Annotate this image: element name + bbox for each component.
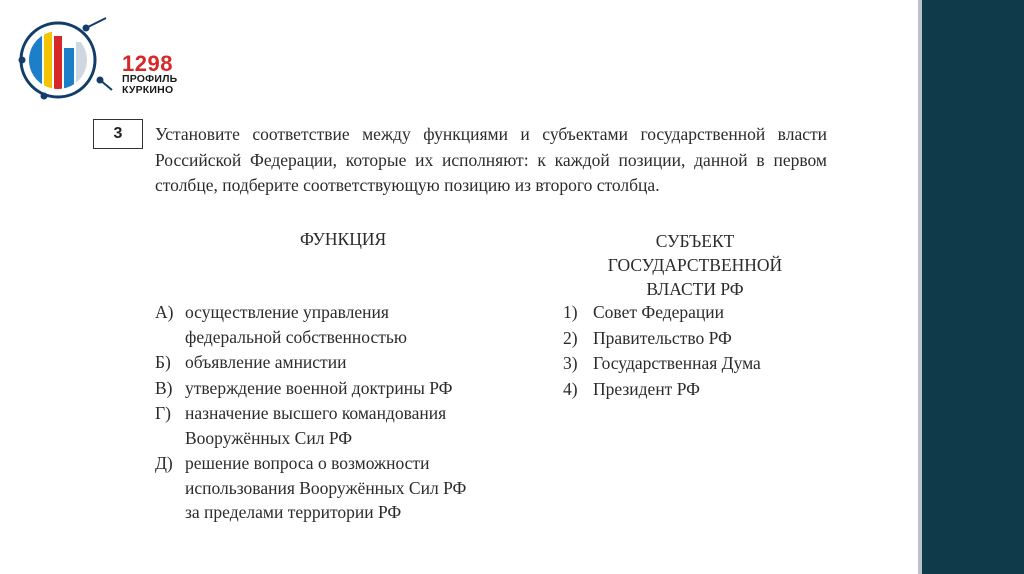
- item-marker: Б): [155, 352, 171, 372]
- item-line: назначение высшего командования: [185, 403, 447, 423]
- logo-line-1: ПРОФИЛЬ: [122, 73, 178, 85]
- item-text: Правительство РФ: [593, 327, 732, 348]
- logo-text: [122, 51, 178, 96]
- list-item: [563, 351, 843, 376]
- logo-emblem-icon: [14, 14, 114, 106]
- item-marker: 1): [563, 302, 578, 322]
- item-text: Совет Федерации: [593, 302, 725, 322]
- item-text: Государственная Дума: [593, 353, 761, 373]
- logo-number: 1298: [122, 51, 173, 76]
- logo-line-2: КУРКИНО: [122, 84, 174, 96]
- item-line: утверждение военной доктрины РФ: [185, 377, 453, 398]
- item-line: Вооружённых Сил РФ: [185, 427, 353, 448]
- list-item: [563, 326, 843, 351]
- list-item: [563, 300, 843, 325]
- item-marker: 3): [563, 353, 578, 373]
- item-line: объявление амнистии: [185, 352, 347, 372]
- item-line: осуществление управления: [185, 302, 389, 322]
- item-line: решение вопроса о возможности: [185, 453, 430, 473]
- item-line: за пределами территории РФ: [185, 502, 402, 522]
- task-number-box: 3: [93, 119, 143, 149]
- item-marker: 2): [563, 327, 578, 348]
- item-line: использования Вооружённых Сил РФ: [185, 477, 467, 498]
- item-marker: В): [155, 377, 173, 398]
- list-item: [155, 401, 515, 450]
- subjects-list: [563, 300, 843, 402]
- list-item: [155, 376, 515, 401]
- school-logo: [14, 14, 184, 106]
- list-item: [155, 451, 515, 525]
- right-header-line: СУБЪЕКТ: [655, 231, 735, 251]
- item-marker: А): [155, 302, 174, 322]
- task-text: Установите соответствие между функциями и субъектами государственной власти Российской Федерации, которые их исполняют: к каждой позиции, данной в первом столбце, подберите соответствующую позицию из второго столбца.: [155, 124, 827, 195]
- item-marker: Г): [155, 403, 171, 423]
- right-column-header: [578, 229, 812, 301]
- item-line: федеральной собственностью: [185, 326, 407, 347]
- item-marker: Д): [155, 453, 173, 473]
- item-marker: 4): [563, 378, 578, 399]
- right-header-line: ГОСУДАРСТВЕННОЙ: [607, 255, 783, 275]
- list-item: [155, 300, 515, 349]
- right-header-line: ВЛАСТИ РФ: [646, 279, 744, 299]
- item-text: Президент РФ: [593, 378, 700, 399]
- left-column-header: ФУНКЦИЯ: [300, 229, 387, 249]
- list-item: [563, 377, 843, 402]
- list-item: [155, 350, 515, 375]
- functions-list: [155, 300, 515, 526]
- right-sidebar: [922, 0, 1024, 574]
